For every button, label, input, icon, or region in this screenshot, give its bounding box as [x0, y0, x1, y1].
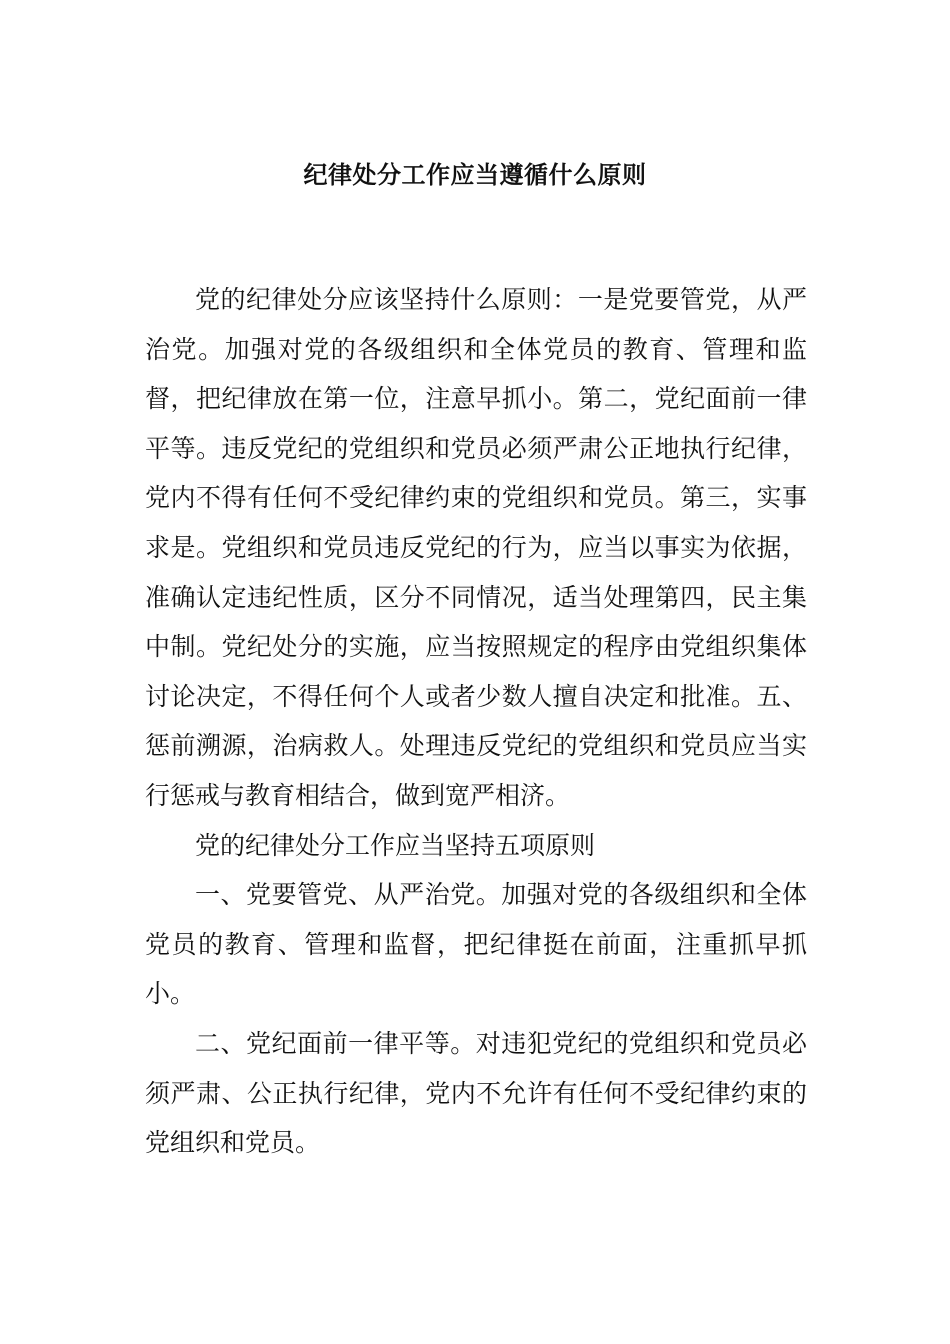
page-title: 纪律处分工作应当遵循什么原则 [303, 161, 647, 189]
paragraph-principle-two: 二、党纪面前一律平等。对违犯党纪的党组织和党员必须严肃、公正执行纪律，党内不允许有任何不受纪律约束的党组织和党员。 [145, 1028, 807, 1158]
document-body [145, 275, 807, 1168]
paragraph-principle-one: 一、党要管党、从严治党。加强对党的各级组织和全体党员的教育、管理和监督，把纪律挺在前面，注重抓早抓小。 [145, 880, 807, 1009]
paragraph-principles-overview: 党的纪律处分应该坚持什么原则：一是党要管党，从严治党。加强对党的各级组织和全体党员的教育、管理和监督，把纪律放在第一位，注意早抓小。第二，党纪面前一律平等。违反党纪的党组织和党员必须严肃公正地执行纪律，党内不得有任何不受纪律约束的党组织和党员。第三，实事求是。党组织和党员违反党纪的行为，应当以事实为依据，准确认定违纪性质，区分不同情况，适当处理第四，民主集中制。党纪处分的实施，应当按照规定的程序由党组织集体讨论决定，不得任何个人或者少数人擅自决定和批准。五、惩前溯源，治病救人。处理违反党纪的党组织和党员应当实行惩戒与教育相结合，做到宽严相济。 [145, 285, 807, 810]
paragraph-five-principles-heading: 党的纪律处分工作应当坚持五项原则 [195, 830, 596, 860]
